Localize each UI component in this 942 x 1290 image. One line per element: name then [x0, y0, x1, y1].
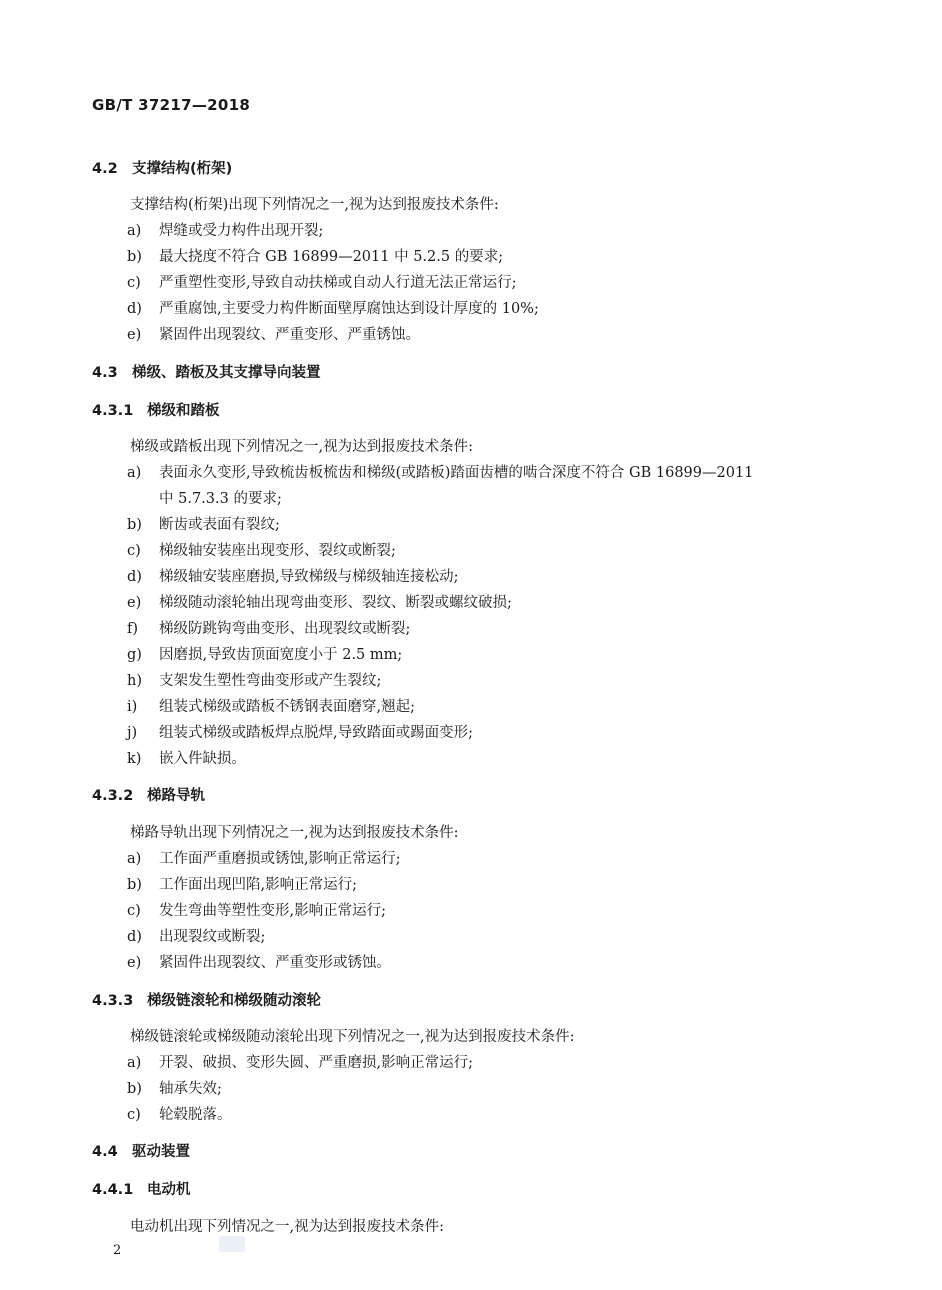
list-item-text: 严重腐蚀,主要受力构件断面壁厚腐蚀达到设计厚度的 10%;	[159, 301, 539, 317]
list-item-label: b)	[127, 249, 142, 265]
section-heading-4-4	[92, 1140, 190, 1161]
list-item-text: 嵌入件缺损。	[159, 751, 246, 767]
list-item	[127, 847, 401, 868]
list-item-label: d)	[127, 301, 142, 317]
section-number: 4.3	[92, 365, 118, 381]
section-title: 梯级链滚轮和梯级随动滚轮	[147, 993, 321, 1009]
section-intro: 支撑结构(桁架)出现下列情况之一,视为达到报废技术条件:	[130, 197, 499, 213]
section-heading-4-3	[92, 361, 321, 382]
list-item	[127, 899, 386, 920]
list-item-text: 断齿或表面有裂纹;	[159, 517, 280, 533]
list-item-text: 严重塑性变形,导致自动扶梯或自动人行道无法正常运行;	[159, 275, 517, 291]
list-item-text: 因磨损,导致齿顶面宽度小于 2.5 mm;	[159, 647, 403, 663]
list-item-label: i)	[127, 699, 138, 715]
list-item-label: d)	[127, 929, 142, 945]
list-item	[127, 271, 517, 292]
section-intro: 电动机出现下列情况之一,视为达到报废技术条件:	[130, 1219, 444, 1235]
list-item-text: 紧固件出现裂纹、严重变形、严重锈蚀。	[159, 327, 420, 343]
list-item-text: 轮毂脱落。	[159, 1107, 232, 1123]
section-number: 4.2	[92, 161, 118, 177]
list-item	[127, 721, 473, 742]
list-item-label: k)	[127, 751, 142, 767]
list-item-label: c)	[127, 1107, 141, 1123]
list-item-label: b)	[127, 877, 142, 893]
list-item	[127, 747, 246, 768]
list-item-label: e)	[127, 955, 142, 971]
list-item	[127, 643, 402, 664]
list-item	[127, 695, 415, 716]
list-item	[127, 245, 503, 266]
list-item-label: d)	[127, 569, 142, 585]
list-item-text: 组装式梯级或踏板不锈钢表面磨穿,翘起;	[159, 699, 415, 715]
list-item	[127, 323, 420, 344]
section-number: 4.3.2	[92, 788, 134, 804]
page-number: 2	[113, 1243, 122, 1258]
list-item-label: c)	[127, 903, 141, 919]
section-intro: 梯级或踏板出现下列情况之一,视为达到报废技术条件:	[130, 439, 473, 455]
list-item	[127, 925, 265, 946]
section-heading-4-3-2	[92, 784, 205, 805]
list-item	[127, 1077, 222, 1098]
list-item-text: 出现裂纹或断裂;	[159, 929, 266, 945]
list-item	[127, 951, 391, 972]
section-number: 4.3.1	[92, 403, 134, 419]
list-item-text: 支架发生塑性弯曲变形或产生裂纹;	[159, 673, 382, 689]
list-item-text: 梯级随动滚轮轴出现弯曲变形、裂纹、断裂或螺纹破损;	[159, 595, 512, 611]
list-item	[127, 297, 539, 318]
section-title: 驱动装置	[132, 1144, 190, 1160]
watermark-stamp	[219, 1236, 245, 1252]
list-item	[127, 873, 357, 894]
list-item-label: a)	[127, 851, 142, 867]
list-item-label: j)	[127, 725, 138, 741]
list-item-label: a)	[127, 223, 142, 239]
list-item-continuation: 中 5.7.3.3 的要求;	[159, 491, 282, 507]
section-heading-4-3-3	[92, 989, 321, 1010]
list-item	[127, 219, 323, 240]
list-item-label: a)	[127, 1055, 142, 1071]
list-item-label: a)	[127, 465, 142, 481]
section-number: 4.3.3	[92, 993, 134, 1009]
list-item	[127, 591, 512, 612]
list-item	[127, 1051, 473, 1072]
list-item	[127, 461, 753, 482]
list-item-text: 梯级防跳钩弯曲变形、出现裂纹或断裂;	[159, 621, 411, 637]
section-title: 支撑结构(桁架)	[132, 161, 233, 177]
section-heading-4-2	[92, 157, 232, 178]
section-intro: 梯级链滚轮或梯级随动滚轮出现下列情况之一,视为达到报废技术条件:	[130, 1029, 575, 1045]
list-item-label: h)	[127, 673, 142, 689]
list-item	[127, 565, 459, 586]
section-heading-4-3-1	[92, 399, 220, 420]
list-item	[127, 513, 280, 534]
section-title: 梯级和踏板	[147, 403, 220, 419]
list-item-text: 工作面出现凹陷,影响正常运行;	[159, 877, 357, 893]
section-number: 4.4.1	[92, 1182, 134, 1198]
list-item-text: 轴承失效;	[159, 1081, 222, 1097]
section-heading-4-4-1	[92, 1178, 191, 1199]
list-item	[127, 669, 381, 690]
list-item-text: 发生弯曲等塑性变形,影响正常运行;	[159, 903, 386, 919]
section-title: 梯路导轨	[147, 788, 205, 804]
list-item-label: c)	[127, 543, 141, 559]
list-item-text: 组装式梯级或踏板焊点脱焊,导致踏面或踢面变形;	[159, 725, 473, 741]
list-item-text: 表面永久变形,导致梳齿板梳齿和梯级(或踏板)踏面齿槽的啮合深度不符合 GB 16899—2011	[159, 465, 754, 481]
list-item-label: g)	[127, 647, 142, 663]
list-item-text: 梯级轴安装座出现变形、裂纹或断裂;	[159, 543, 396, 559]
list-item-text: 最大挠度不符合 GB 16899—2011 中 5.2.5 的要求;	[159, 249, 504, 265]
list-item-label: e)	[127, 327, 142, 343]
list-item-label: e)	[127, 595, 142, 611]
list-item-label: b)	[127, 517, 142, 533]
list-item-text: 梯级轴安装座磨损,导致梯级与梯级轴连接松动;	[159, 569, 459, 585]
list-item-text: 焊缝或受力构件出现开裂;	[159, 223, 324, 239]
list-item-label: c)	[127, 275, 141, 291]
document-code: GB/T 37217—2018	[92, 96, 251, 114]
list-item-text: 开裂、破损、变形失圆、严重磨损,影响正常运行;	[159, 1055, 473, 1071]
list-item	[127, 1103, 232, 1124]
section-title: 梯级、踏板及其支撑导向装置	[132, 365, 321, 381]
section-intro: 梯路导轨出现下列情况之一,视为达到报废技术条件:	[130, 825, 459, 841]
section-number: 4.4	[92, 1144, 118, 1160]
list-item-text: 紧固件出现裂纹、严重变形或锈蚀。	[159, 955, 391, 971]
list-item-text: 工作面严重磨损或锈蚀,影响正常运行;	[159, 851, 401, 867]
list-item-label: f)	[127, 621, 139, 637]
list-item	[127, 539, 396, 560]
list-item-label: b)	[127, 1081, 142, 1097]
section-title: 电动机	[147, 1182, 191, 1198]
list-item	[127, 617, 410, 638]
